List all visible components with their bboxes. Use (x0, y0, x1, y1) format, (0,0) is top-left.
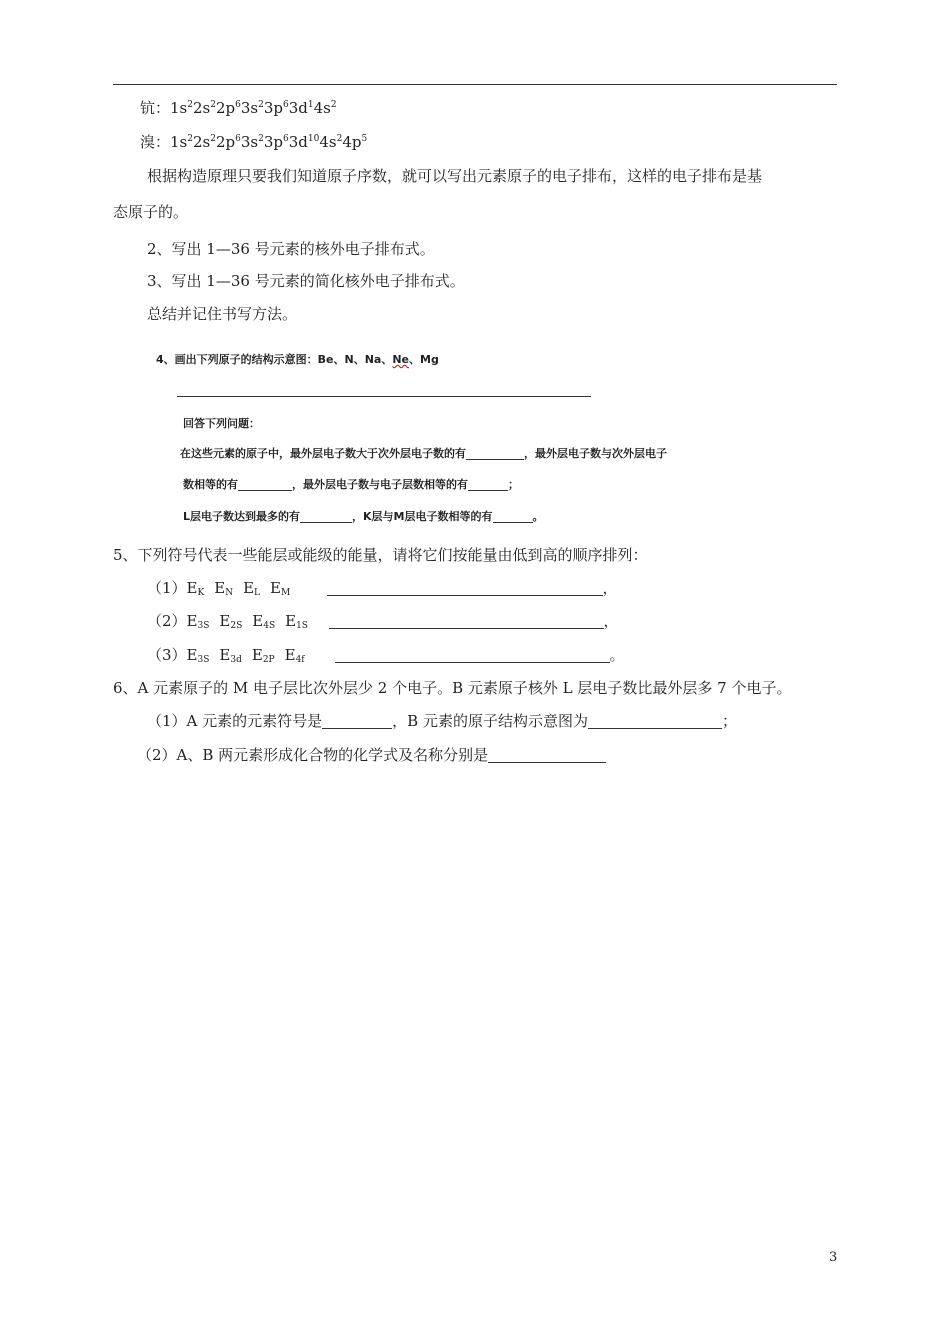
energy-subscript: 3S (197, 621, 210, 631)
q4-line-3 (183, 507, 544, 527)
bromine-orbital: 3d (288, 133, 308, 151)
q4-blank-5[interactable] (493, 508, 533, 523)
q4-line3-text-b: ，K层与M层电子数相等的有 (352, 510, 493, 523)
q4-title-mg: 、Mg (409, 353, 439, 366)
energy-subscript: 2P (262, 655, 275, 665)
energy-term (252, 645, 275, 665)
q4-line3-text-a: L层电子数达到最多的有 (183, 510, 301, 523)
energy-symbol: E (186, 579, 198, 597)
energy-symbol: E (243, 579, 255, 597)
q4-line2-text-b: ，最外层电子数与电子层数相等的有 (292, 478, 468, 491)
q4-line1-text-b: ，最外层电子数与次外层电子 (524, 447, 667, 460)
energy-subscript: 3S (197, 655, 210, 665)
scandium-orbital: 3p (263, 99, 284, 117)
summary-note: 总结并记住书写方法。 (147, 305, 298, 323)
q5-blank-2[interactable] (329, 614, 604, 629)
bromine-orbital: 2p (215, 133, 236, 151)
item-2: 2、写出 1—36 号元素的核外电子排布式。 (147, 240, 435, 258)
bromine-electron-count: 2 (187, 134, 193, 144)
scandium-electron-count: 6 (235, 100, 241, 110)
energy-symbol: E (252, 612, 264, 630)
q5-item-1 (147, 578, 618, 598)
paragraph-text-b: 数，就可以写出元素原子的电子排布，这样的电子排布是基 (372, 167, 763, 185)
energy-symbol: E (285, 612, 297, 630)
energy-symbol: E (186, 646, 198, 664)
energy-term (243, 578, 260, 598)
energy-symbol: E (251, 646, 263, 664)
bromine-orbital: 4p (342, 133, 362, 151)
bromine-config-terms (170, 133, 367, 151)
energy-term (187, 645, 210, 665)
q5-item-2 (147, 611, 619, 631)
scandium-orbital: 1s (170, 99, 188, 117)
q4-title-ne: Ne (392, 353, 410, 366)
energy-subscript: 2S (230, 621, 243, 631)
energy-subscript: L (254, 588, 260, 598)
scandium-electron-count: 2 (210, 100, 216, 110)
q4-line2-text-a: 数相等的有 (183, 478, 238, 491)
q6-title: 6、A 元素原子的 M 电子层比次外层少 2 个电子。B 元素原子核外 L 层电子数比最外层多 7 个电子。 (113, 679, 792, 697)
energy-term (219, 645, 241, 665)
q5-item2-end: ， (603, 612, 619, 630)
bromine-electron-count: 2 (336, 134, 343, 144)
bromine-orbital: 3s (240, 133, 259, 151)
scandium-orbital: 4s (313, 99, 331, 117)
bromine-electron-count: 10 (307, 134, 320, 144)
q5-item3-terms (187, 645, 335, 665)
scandium-config-terms (170, 99, 337, 117)
q4-blank-4[interactable] (300, 508, 352, 523)
q4-line2-text-c: ； (508, 478, 519, 491)
q5-item3-number: （3） (147, 646, 187, 664)
q5-title: 5、下列符号代表一些能层或能级的能量，请将它们按能量由低到高的顺序排列： (113, 546, 648, 564)
energy-symbol: E (270, 579, 281, 597)
q5-item2-number: （2） (147, 612, 187, 630)
bromine-orbital: 4s (319, 133, 337, 151)
q6-part1-text-a: （1）A 元素的元素符号是 (147, 712, 323, 730)
q4-answer-prompt: 回答下列问题： (183, 417, 260, 430)
scandium-orbital: 2p (215, 99, 236, 117)
scandium-electron-count: 2 (187, 100, 193, 110)
energy-symbol: E (186, 612, 198, 630)
q6-part1-text-b: ，B 元素的原子结构示意图为 (392, 712, 588, 730)
q4-line3-text-c: 。 (532, 510, 544, 523)
q5-item-3 (147, 645, 625, 665)
paragraph-text-a: 根据构造原理只要我们知道原子序 (147, 167, 373, 185)
q4-title-text: 4、画出下列原子的结构示意图：Be、N、Na、 (156, 353, 393, 366)
q4-blank-1[interactable] (466, 445, 524, 460)
scandium-electron-count: 2 (330, 100, 337, 110)
energy-subscript: 4S (263, 621, 276, 631)
q6-part2-text: （2）A、B 两元素形成化合物的化学式及名称分别是 (137, 746, 489, 764)
energy-term (187, 578, 205, 598)
scandium-config (140, 98, 337, 118)
bromine-electron-count: 6 (235, 134, 241, 144)
q5-item2-terms (187, 611, 329, 631)
q5-item3-end: 。 (609, 646, 625, 664)
q6-blank-diagram[interactable] (588, 714, 722, 729)
scandium-electron-count: 2 (258, 100, 264, 110)
energy-subscript: 1S (296, 621, 308, 631)
energy-term (214, 578, 233, 598)
aufbau-paragraph (147, 166, 762, 186)
q4-line-1 (180, 444, 667, 464)
q5-item1-terms (187, 578, 327, 598)
q4-blank-3[interactable] (468, 476, 508, 491)
q5-blank-1[interactable] (327, 581, 603, 596)
bromine-label: 溴： (140, 133, 171, 151)
page-number: 3 (829, 1250, 838, 1265)
energy-term (219, 611, 242, 631)
energy-symbol: E (214, 579, 226, 597)
energy-term (187, 611, 210, 631)
energy-symbol: E (284, 646, 296, 664)
q4-blank-2[interactable] (238, 476, 292, 491)
scandium-electron-count: 1 (307, 100, 314, 110)
bromine-orbital: 2s (193, 133, 211, 151)
q6-blank-symbol[interactable] (322, 714, 392, 729)
paragraph-text-c: 态原子的。 (113, 203, 189, 221)
scandium-label: 钪： (140, 99, 171, 117)
scandium-orbital: 2s (193, 99, 211, 117)
energy-term (285, 645, 305, 665)
energy-term (285, 611, 308, 631)
scandium-orbital: 3d (288, 99, 308, 117)
bromine-orbital: 1s (170, 133, 188, 151)
energy-term (252, 611, 275, 631)
q5-blank-3[interactable] (335, 648, 610, 663)
bromine-electron-count: 2 (258, 134, 264, 144)
energy-subscript: K (197, 588, 205, 598)
q6-part1-text-c: ； (721, 712, 737, 730)
bromine-orbital: 3p (263, 133, 284, 151)
q6-part-2 (137, 745, 606, 765)
q4-line1-text-a: 在这些元素的原子中，最外层电子数大于次外层电子数的有 (180, 447, 466, 460)
energy-subscript: M (280, 588, 291, 598)
scandium-electron-count: 6 (283, 100, 289, 110)
q5-item1-end: ， (602, 579, 618, 597)
energy-subscript: 3d (230, 655, 242, 665)
energy-subscript: 4f (295, 655, 305, 665)
header-rule (113, 84, 837, 85)
aufbau-paragraph-end (113, 202, 188, 222)
energy-term (270, 578, 290, 598)
q4-line-2 (183, 475, 519, 495)
energy-symbol: E (219, 612, 231, 630)
q4-title (156, 350, 439, 370)
bromine-electron-count: 6 (283, 134, 289, 144)
q4-drawing-line[interactable] (177, 396, 591, 397)
bromine-config (140, 132, 367, 152)
energy-symbol: E (219, 646, 231, 664)
bromine-electron-count: 2 (210, 134, 216, 144)
q6-blank-formula[interactable] (488, 748, 606, 763)
q5-item1-number: （1） (147, 579, 187, 597)
energy-subscript: N (225, 588, 234, 598)
bromine-electron-count: 5 (361, 134, 368, 144)
item-3: 3、写出 1—36 号元素的简化核外电子排布式。 (147, 272, 465, 290)
q6-part-1 (147, 711, 737, 731)
scandium-orbital: 3s (240, 99, 259, 117)
